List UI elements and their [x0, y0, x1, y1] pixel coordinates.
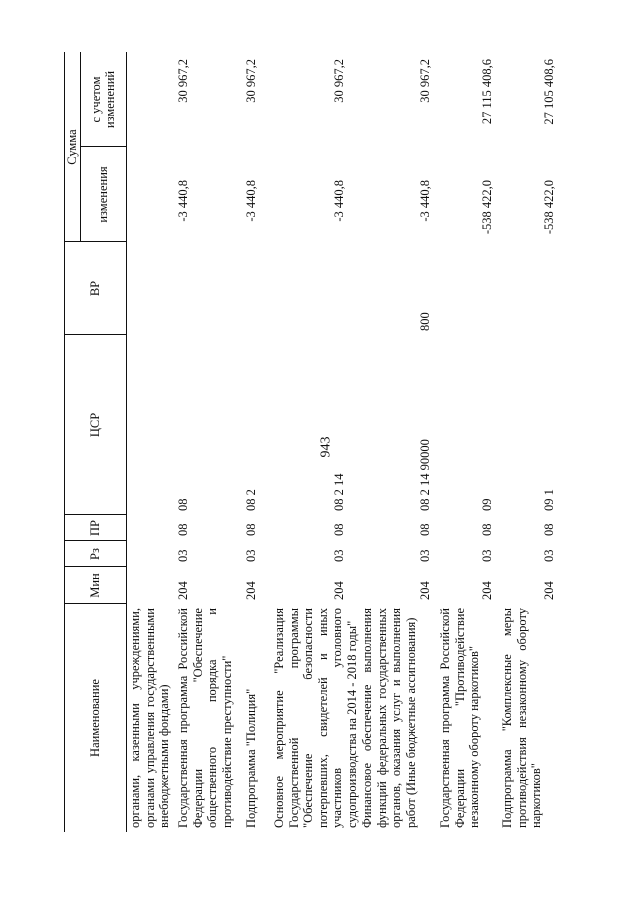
- page-number-text: 943: [318, 436, 334, 458]
- row-1-name: Государственная программа Российской Федерации "Обеспечение общественного порядка и противодействие преступности": [176, 608, 234, 828]
- row-6-total: 27 105 408,6: [542, 59, 556, 125]
- header-change: изменения: [95, 166, 110, 223]
- row-0-name: органами, казенными учреждениями, органами управления государственными внебюджетными фондами): [128, 608, 171, 828]
- row-3-csr: 08 2 14: [332, 473, 346, 511]
- budget-table: [64, 52, 564, 832]
- row-4-name: Финансовое обеспечение выполнения функций федеральных государственных органов, оказания услуг и выполнения работ (Иные бюджетные ассигнования): [360, 608, 418, 828]
- row-6-rz: 03: [542, 549, 556, 562]
- row-1-min: 204: [176, 581, 190, 600]
- row-2-change: -3 440,8: [244, 180, 258, 222]
- row-4-vr: 800: [418, 312, 432, 331]
- row-5-change: -538 422,0: [480, 180, 494, 235]
- row-4-pr: 08: [418, 523, 432, 536]
- header-name: Наименование: [87, 679, 102, 757]
- row-3-total: 30 967,2: [332, 59, 346, 103]
- row-4-min: 204: [418, 581, 432, 600]
- row-6-name: Подпрограмма "Комплексные меры противодействия незаконному обороту наркотиков": [500, 608, 543, 828]
- row-2-total: 30 967,2: [244, 59, 258, 103]
- row-1-csr: 08: [176, 498, 190, 511]
- row-4-total: 30 967,2: [418, 59, 432, 103]
- row-2-csr: 08 2: [244, 489, 258, 511]
- row-5-csr: 09: [480, 498, 494, 511]
- row-1-pr: 08: [176, 523, 190, 536]
- row-3-rz: 03: [332, 549, 346, 562]
- row-2-name: Подпрограмма "Полиция": [244, 688, 258, 828]
- header-sum: Сумма: [64, 129, 79, 165]
- header-csr: ЦСР: [87, 412, 102, 438]
- row-6-change: -538 422,0: [542, 180, 556, 235]
- header-vr: ВР: [87, 280, 102, 297]
- row-5-name: Государственная программа Российской Федерации "Противодействие незаконному обороту наркотиков": [438, 608, 481, 828]
- row-1-change: -3 440,8: [176, 180, 190, 222]
- row-5-total: 27 115 408,6: [480, 59, 494, 125]
- row-6-min: 204: [542, 581, 556, 600]
- row-2-rz: 03: [244, 549, 258, 562]
- row-1-total: 30 967,2: [176, 59, 190, 103]
- row-2-pr: 08: [244, 523, 258, 536]
- header-rz: Рз: [87, 548, 102, 560]
- row-3-pr: 08: [332, 523, 346, 536]
- header-pr: ПР: [87, 520, 102, 536]
- row-1-rz: 03: [176, 549, 190, 562]
- row-3-min: 204: [332, 581, 346, 600]
- header-bottom-border: [126, 52, 127, 832]
- row-5-min: 204: [480, 581, 494, 600]
- row-4-change: -3 440,8: [418, 180, 432, 222]
- row-4-csr: 08 2 14 90000: [418, 439, 432, 511]
- row-3-change: -3 440,8: [332, 180, 346, 222]
- row-6-pr: 08: [542, 523, 556, 536]
- row-5-rz: 03: [480, 549, 494, 562]
- row-3-name: Основное мероприятие "Реализация Государственной программы "Обеспечение безопасности потерпевших, свидетелей и иных участников уголовного судопроизводства на 2014 - 2018 годы": [272, 608, 359, 828]
- row-6-csr: 09 1: [542, 489, 556, 511]
- header-min: Мин: [87, 573, 102, 598]
- row-2-min: 204: [244, 581, 258, 600]
- header-with-changes: с учетом изменений: [88, 70, 117, 129]
- row-4-rz: 03: [418, 549, 432, 562]
- row-5-pr: 08: [480, 523, 494, 536]
